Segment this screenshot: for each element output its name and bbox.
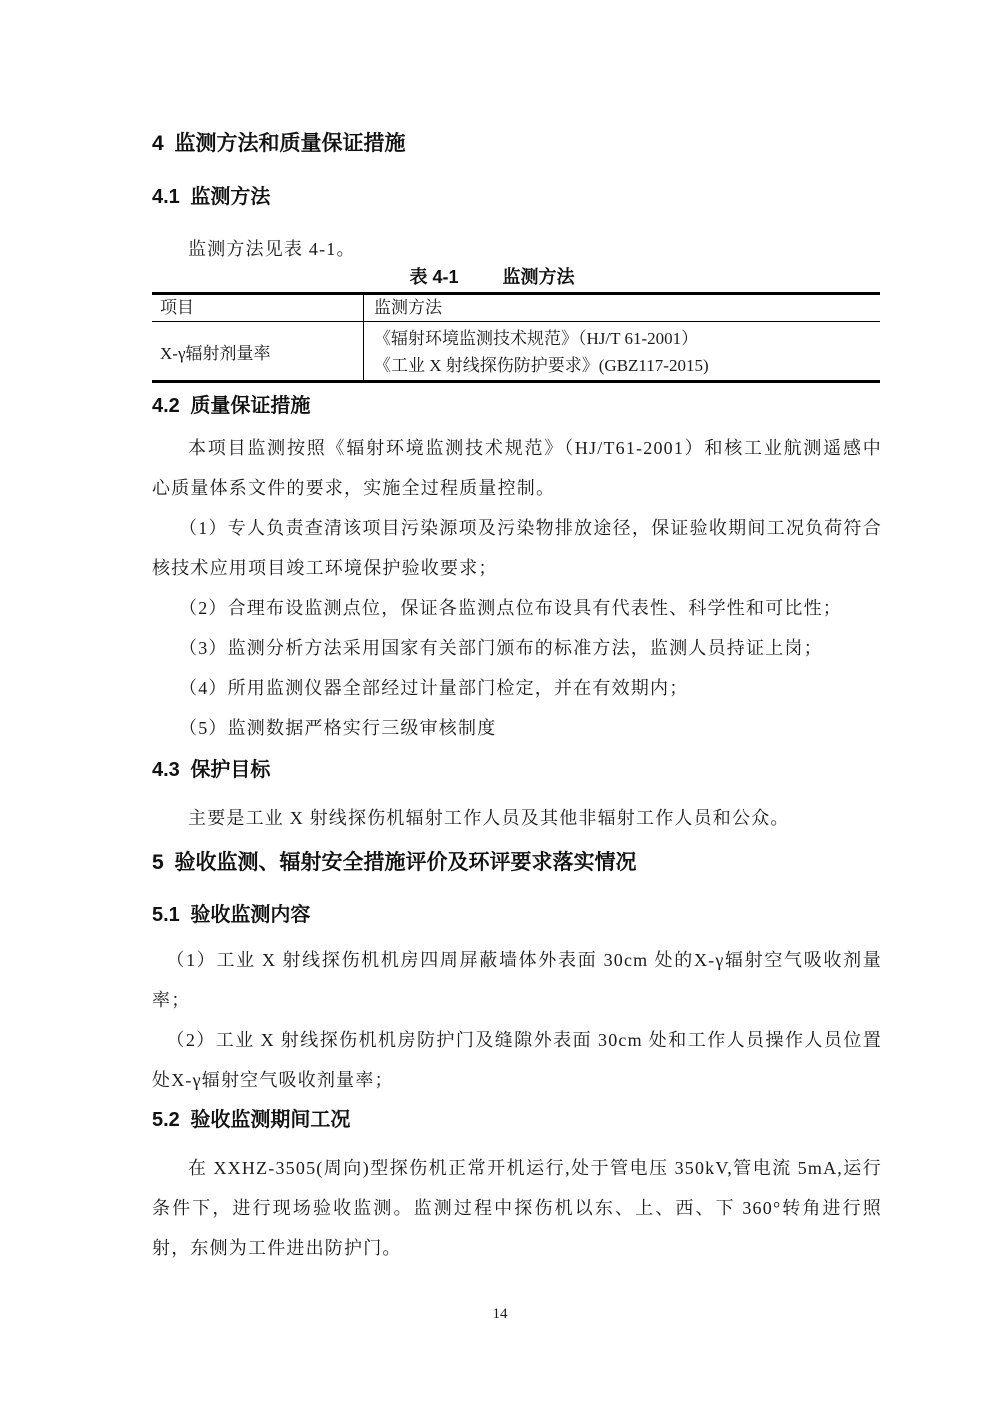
table-cell-item: X-γ辐射剂量率 bbox=[152, 322, 364, 380]
paragraph-4-3-body: 主要是工业 X 射线探伤机辐射工作人员及其他非辐射工作人员和公众。 bbox=[188, 808, 790, 828]
quality-measures-list bbox=[152, 508, 882, 748]
list-item-4: （4）所用监测仪器全部经过计量部门检定，并在有效期内； bbox=[179, 678, 689, 698]
paragraph-5-1-item-2: （2）工业 X 射线探伤机机房防护门及缝隙外表面 30cm 处和工作人员操作人员位置处X-γ辐射空气吸收剂量率； bbox=[152, 1030, 882, 1090]
paragraph-4-2-intro: 本项目监测按照《辐射环境监测技术规范》（HJ/T61-2001）和核工业航测遥感中心质量体系文件的要求，实施全过程质量控制。 bbox=[152, 438, 882, 498]
heading-section-4: 4 监测方法和质量保证措施 bbox=[152, 132, 406, 155]
method-line-2: 《工业 X 射线探伤防护要求》(GBZ117-2015) bbox=[374, 356, 709, 375]
table-header-method: 监测方法 bbox=[374, 298, 442, 317]
method-line-1: 《辐射环境监测技术规范》（HJ/T 61-2001） bbox=[374, 329, 699, 348]
heading-section-4-2: 4.2 质量保证措施 bbox=[152, 395, 311, 417]
page-number: 14 bbox=[492, 1306, 508, 1322]
list-item-2: （2）合理布设监测点位，保证各监测点位布设具有代表性、科学性和可比性； bbox=[179, 598, 842, 618]
table-row bbox=[152, 322, 880, 380]
paragraph-5-1-item-1: （1）工业 X 射线探伤机机房四周屏蔽墙体外表面 30cm 处的X-γ辐射空气吸收剂量率； bbox=[152, 950, 882, 1010]
list-item-3: （3）监测分析方法采用国家有关部门颁布的标准方法，监测人员持证上岗； bbox=[179, 638, 823, 658]
paragraph-4-1-intro: 监测方法见表 4-1。 bbox=[188, 239, 356, 259]
heading-section-4-1: 4.1 监测方法 bbox=[152, 186, 271, 208]
table-cell-methods bbox=[364, 322, 880, 380]
list-item-5: （5）监测数据严格实行三级审核制度 bbox=[179, 718, 497, 738]
paragraph-5-2-body: 在 XXHZ-3505(周向)型探伤机正常开机运行,处于管电压 350kV,管电流 5mA,运行条件下，进行现场验收监测。监测过程中探伤机以东、上、西、下 360°转角进行照射，东侧为工件进出防护门。 bbox=[152, 1158, 882, 1258]
heading-section-5-2: 5.2 验收监测期间工况 bbox=[152, 1109, 351, 1131]
heading-section-5-1: 5.1 验收监测内容 bbox=[152, 904, 311, 926]
list-item-1: （1）专人负责查清该项目污染源项及污染物排放途径，保证验收期间工况负荷符合核技术应用项目竣工环境保护验收要求； bbox=[152, 518, 882, 578]
table-header-row bbox=[152, 295, 880, 322]
monitoring-methods-table bbox=[152, 292, 880, 383]
heading-section-5: 5 验收监测、辐射安全措施评价及环评要求落实情况 bbox=[152, 851, 637, 874]
table-header-item: 项目 bbox=[152, 295, 364, 321]
heading-section-4-3: 4.3 保护目标 bbox=[152, 759, 271, 781]
table-caption-title: 监测方法 bbox=[502, 267, 575, 287]
table-caption-label: 表 4-1 bbox=[409, 267, 459, 287]
table-caption bbox=[127, 263, 857, 289]
